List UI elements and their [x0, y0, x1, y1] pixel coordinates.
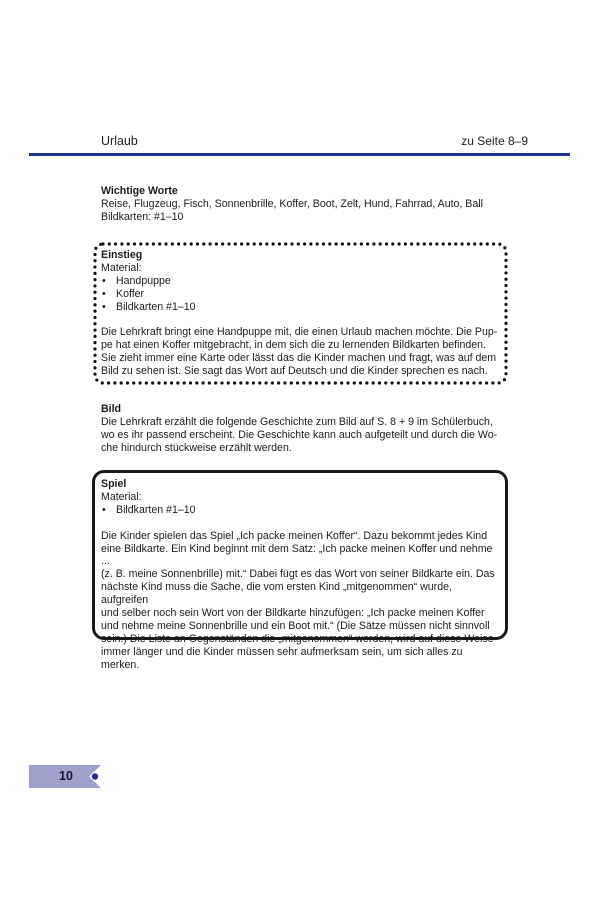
einstieg-text-line: Die Lehrkraft bringt eine Handpuppe mit, die einen Urlaub machen möchte. Die Pup-: [101, 326, 498, 339]
header-title: Urlaub: [101, 134, 138, 148]
page-number-tab: [29, 765, 101, 788]
header-page-ref: zu Seite 8–9: [461, 134, 528, 148]
spiel-text-line: und nehme meine Sonnenbrille und ein Boot mit.“ (Die Sätze müssen nicht sinnvoll: [101, 619, 490, 632]
list-item: [101, 288, 501, 301]
list-item: [101, 275, 501, 288]
bild-section: [101, 403, 506, 455]
bild-text-line: wo es ihr passend erscheint. Die Geschichte kann auch aufgeteilt und durch die Wo-: [101, 428, 498, 441]
list-item: [101, 301, 501, 314]
wichtige-worte-section: [101, 185, 521, 224]
einstieg-section: [101, 249, 501, 378]
spiel-text-line: und selber noch sein Wort von der Bildkarte hinzufügen: „Ich packe meinen Koffer: [101, 607, 485, 620]
spiel-text-line: eine Bildkarte. Ein Kind beginnt mit dem Satz: „Ich packe meinen Koffer und nehme ...: [101, 542, 493, 568]
wichtige-worte-cards: Bildkarten: #1–10: [101, 210, 184, 223]
spiel-text-line: sein.) Die Liste an Gegenständen die „mitgenommen“ werden, wird auf diese Weise: [101, 632, 494, 645]
spiel-text-line: Die Kinder spielen das Spiel „Ich packe meinen Koffer“. Dazu bekommt jedes Kind: [101, 529, 488, 542]
bild-heading: Bild: [101, 403, 122, 415]
spiel-text-line: nächste Kind muss die Sache, die vom ersten Kind „mitgenommen“ wurde, aufgreifen: [101, 581, 452, 607]
wichtige-worte-list: Reise, Flugzeug, Fisch, Sonnenbrille, Koffer, Boot, Zelt, Hund, Fahrrad, Auto, Ball: [101, 197, 483, 210]
einstieg-text-line: Bild zu sehen ist. Sie sagt das Wort auf Deutsch und die Kinder sprechen es nach.: [101, 365, 488, 378]
spiel-material-label: Material:: [101, 490, 142, 503]
bullet-icon: •: [102, 503, 106, 516]
spiel-section: [101, 478, 501, 672]
spiel-text-line: immer länger und die Kinder müssen sehr aufmerksam sein, um sich alles zu merken.: [101, 645, 463, 671]
bullet-icon: •: [102, 300, 106, 313]
material-item: Bildkarten #1–10: [116, 300, 196, 313]
bullet-icon: •: [102, 287, 106, 300]
dot-icon: [92, 773, 98, 779]
einstieg-material-label: Material:: [101, 261, 142, 274]
einstieg-text-line: pe hat einen Koffer mitgebracht, in dem sich die zu lernenden Bildkarten befinden.: [101, 339, 486, 352]
einstieg-material-list: [101, 275, 501, 314]
spiel-material-list: [101, 504, 501, 517]
einstieg-text-line: Sie zieht immer eine Karte oder lässt das die Kinder machen und fragt, was auf dem: [101, 352, 497, 365]
bild-text-line: Die Lehrkraft erzählt die folgende Geschichte zum Bild auf S. 8 + 9 im Schülerbuch,: [101, 415, 493, 428]
spiel-heading: Spiel: [101, 478, 127, 490]
material-item: Koffer: [116, 287, 145, 300]
material-item: Handpuppe: [116, 274, 171, 287]
wichtige-worte-heading: Wichtige Worte: [101, 185, 178, 197]
bild-text-line: che hindurch stückweise erzählt werden.: [101, 441, 292, 454]
material-item: Bildkarten #1–10: [116, 503, 196, 516]
page-number: 10: [59, 769, 73, 783]
list-item: [101, 504, 501, 517]
spiel-text-line: (z. B. meine Sonnenbrille) mit.“ Dabei fügt es das Wort von seiner Bildkarte ein. Das: [101, 568, 495, 581]
bullet-icon: •: [102, 274, 106, 287]
einstieg-heading: Einstieg: [101, 249, 143, 261]
header-rule: [29, 153, 570, 156]
